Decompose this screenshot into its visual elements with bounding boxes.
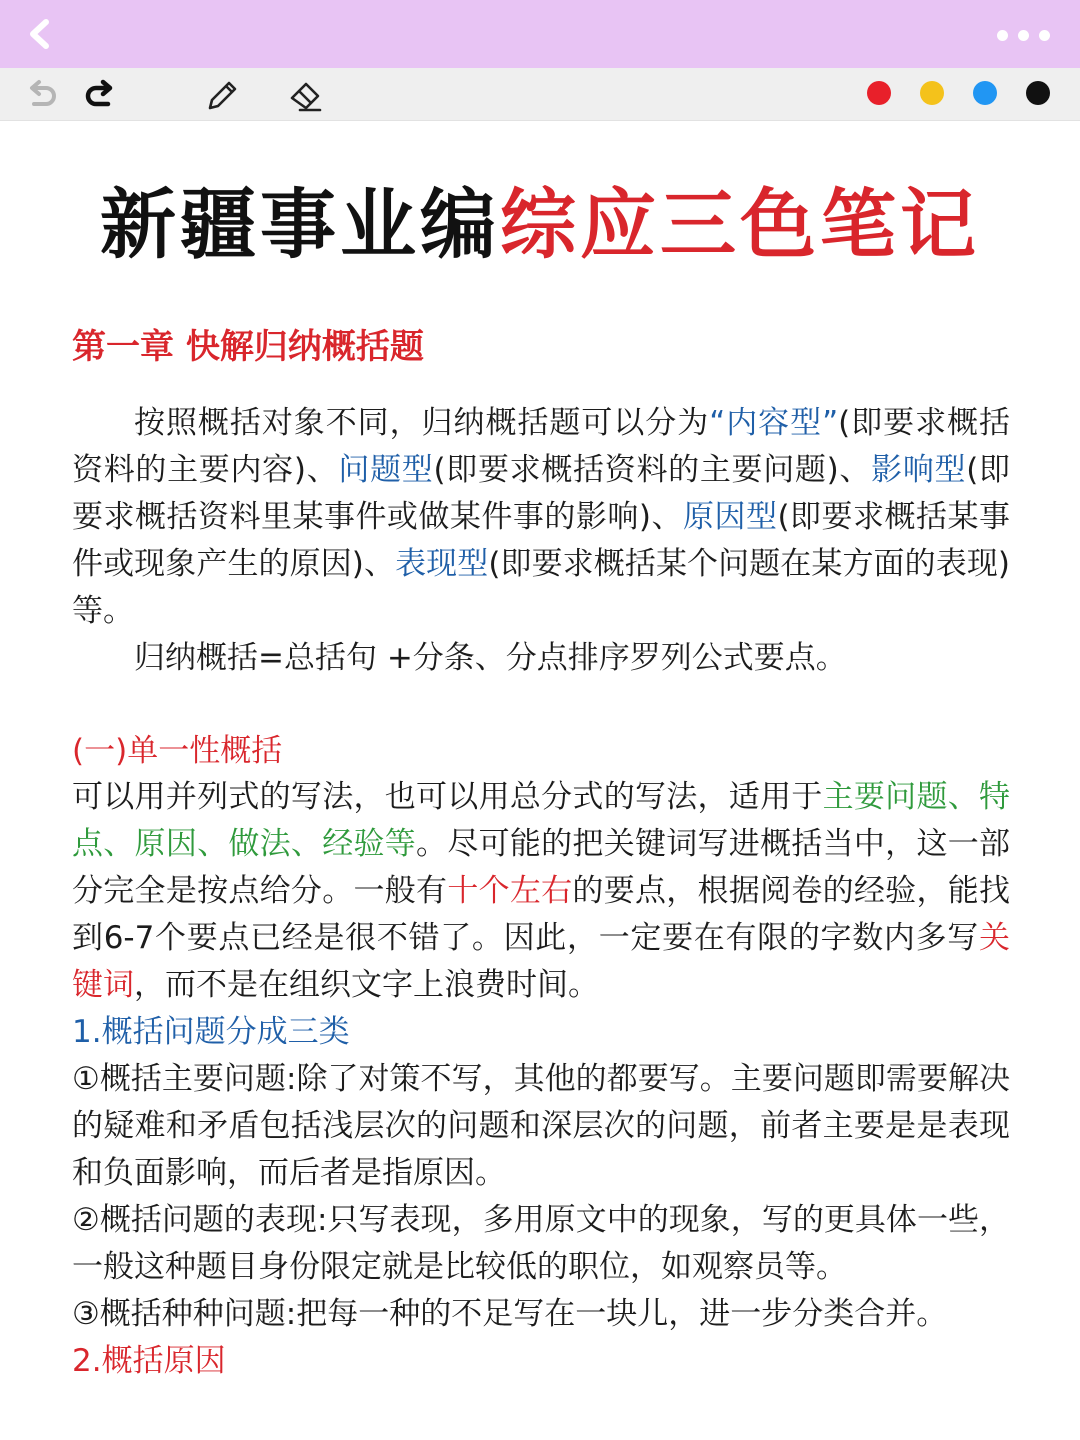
intro-text: (即要求概括某个问题在某方面的表现)等。 [72,546,1011,629]
title-part-red: 综应三色笔记 [500,180,980,269]
subheading: 2.概括原因 [72,1343,226,1379]
color-blue-swatch[interactable] [973,81,997,105]
redo-icon[interactable] [82,76,120,114]
keyword-problem-type: 问题型 [338,452,434,488]
color-red-swatch[interactable] [867,81,891,105]
section-text: 可以用并列式的写法，也可以用总分式的写法，适用于 [72,779,823,815]
color-yellow-swatch[interactable] [920,81,944,105]
list-item: ②概括问题的表现:只写表现，多用原文中的现象，写的更具体一些，一般这种题目身份限定就是比较低的职位，如观察员等。 [72,1202,1010,1285]
section-paragraph [72,774,1010,1009]
title-part-black: 新疆事业编 [100,180,500,269]
more-options-icon[interactable] [997,30,1050,41]
intro-paragraph [72,400,1010,635]
note-content [0,120,1080,1440]
top-bar [0,0,1080,68]
undo-icon[interactable] [22,76,60,114]
page-title [0,175,1080,275]
intro-text: (即要求概括资料里某事件或做某件事的影响)、 [72,452,1011,535]
back-arrow-icon[interactable] [22,14,58,54]
intro-text: (即要求概括某事件或现象产生的原因)、 [72,499,1011,582]
eraser-icon[interactable] [286,76,324,114]
highlight-red: 关键词 [72,920,1010,1003]
section-text: ，而不是在组织文字上浪费时间。 [134,967,599,1003]
section-text: 。尽可能的把关键词写进概括当中，这一部分完全是按点给分。一般有 [72,826,1011,909]
subheading: 1.概括问题分成三类 [72,1014,350,1050]
highlight-green: 主要问题、特点、原因、做法、经验等 [72,779,1011,862]
list-item: ③概括种种问题:把每一种的不足写在一块儿，进一步分类合并。 [72,1296,948,1332]
list-item: ①概括主要问题:除了对策不写，其他的都要写。主要问题即需要解决的疑难和矛盾包括浅层次的问题和深层次的问题，前者主要是是表现和负面影响，而后者是指原因。 [72,1061,1010,1191]
intro-text: 按照概括对象不同，归纳概括题可以分为 [134,405,710,441]
section-text: 的要点，根据阅卷的经验，能找到6-7个要点已经是很不错了。因此，一定要在有限的字数内多写 [72,873,1011,956]
highlight-red: 十个左右 [447,873,573,909]
pen-icon[interactable] [202,76,240,114]
keyword-impact-type: 影响型 [871,452,967,488]
formula-line: 归纳概括=总括句 +分条、分点排序罗列公式要点。 [134,640,847,676]
color-black-swatch[interactable] [1026,81,1050,105]
section-heading: (一)单一性概括 [72,733,283,769]
keyword-manifestation-type: 表现型 [395,546,489,582]
chapter-heading: 第一章 快解归纳概括题 [72,327,424,367]
keyword-cause-type: 原因型 [682,499,778,535]
intro-text: (即要求概括资料的主要内容)、 [72,405,1011,488]
keyword-content-type: “内容型” [709,405,839,441]
drawing-toolbar [0,68,1080,121]
intro-text: (即要求概括资料的主要问题)、 [433,452,872,488]
